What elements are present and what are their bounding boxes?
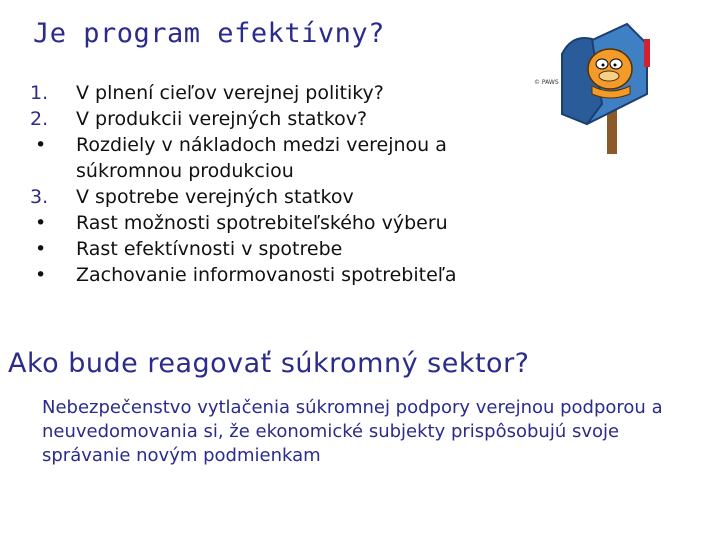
list-marker: 2. <box>30 108 49 130</box>
list-item <box>30 132 550 184</box>
image-caption: © PAWS <box>534 79 559 86</box>
section-heading: Ako bude reagovať súkromný sektor? <box>8 348 530 379</box>
list-text: Rast možnosti spotrebiteľského výberu <box>76 212 448 234</box>
bullet-list <box>30 80 550 288</box>
list-marker: • <box>35 264 47 286</box>
list-text: Rozdiely v nákladoch medzi verejnou a súkromnou produkciou <box>76 134 447 182</box>
list-item <box>30 80 550 106</box>
list-text: V spotrebe verejných statkov <box>76 186 354 208</box>
mailbox-flag <box>644 39 650 67</box>
list-item <box>30 236 550 262</box>
list-text: Zachovanie informovanosti spotrebiteľa <box>76 264 457 286</box>
list-marker: • <box>35 238 47 260</box>
list-text: Rast efektívnosti v spotrebe <box>76 238 343 260</box>
list-text: V produkcii verejných statkov? <box>76 108 368 130</box>
list-item <box>30 210 550 236</box>
list-item <box>30 262 550 288</box>
slide-title: Je program efektívny? <box>33 18 385 49</box>
list-item <box>30 106 550 132</box>
list-marker: • <box>35 212 47 234</box>
list-marker: • <box>35 134 47 156</box>
cat-pupil <box>614 64 617 67</box>
list-marker: 1. <box>30 82 49 104</box>
paragraph: Nebezpečenstvo vytlačenia súkromnej podpory verejnou podporou a neuvedomovania si, že ekonomické subjekty prispôsobujú svoje správanie novým podmienkam <box>42 397 663 466</box>
cat-muzzle <box>599 71 619 81</box>
list-marker: 3. <box>30 186 49 208</box>
list-text: V plnení cieľov verejnej politiky? <box>76 82 384 104</box>
cat-pupil <box>602 64 605 67</box>
cat-head-icon <box>588 49 632 89</box>
mailbox-cat-illustration <box>532 14 662 159</box>
list-item <box>30 184 550 210</box>
